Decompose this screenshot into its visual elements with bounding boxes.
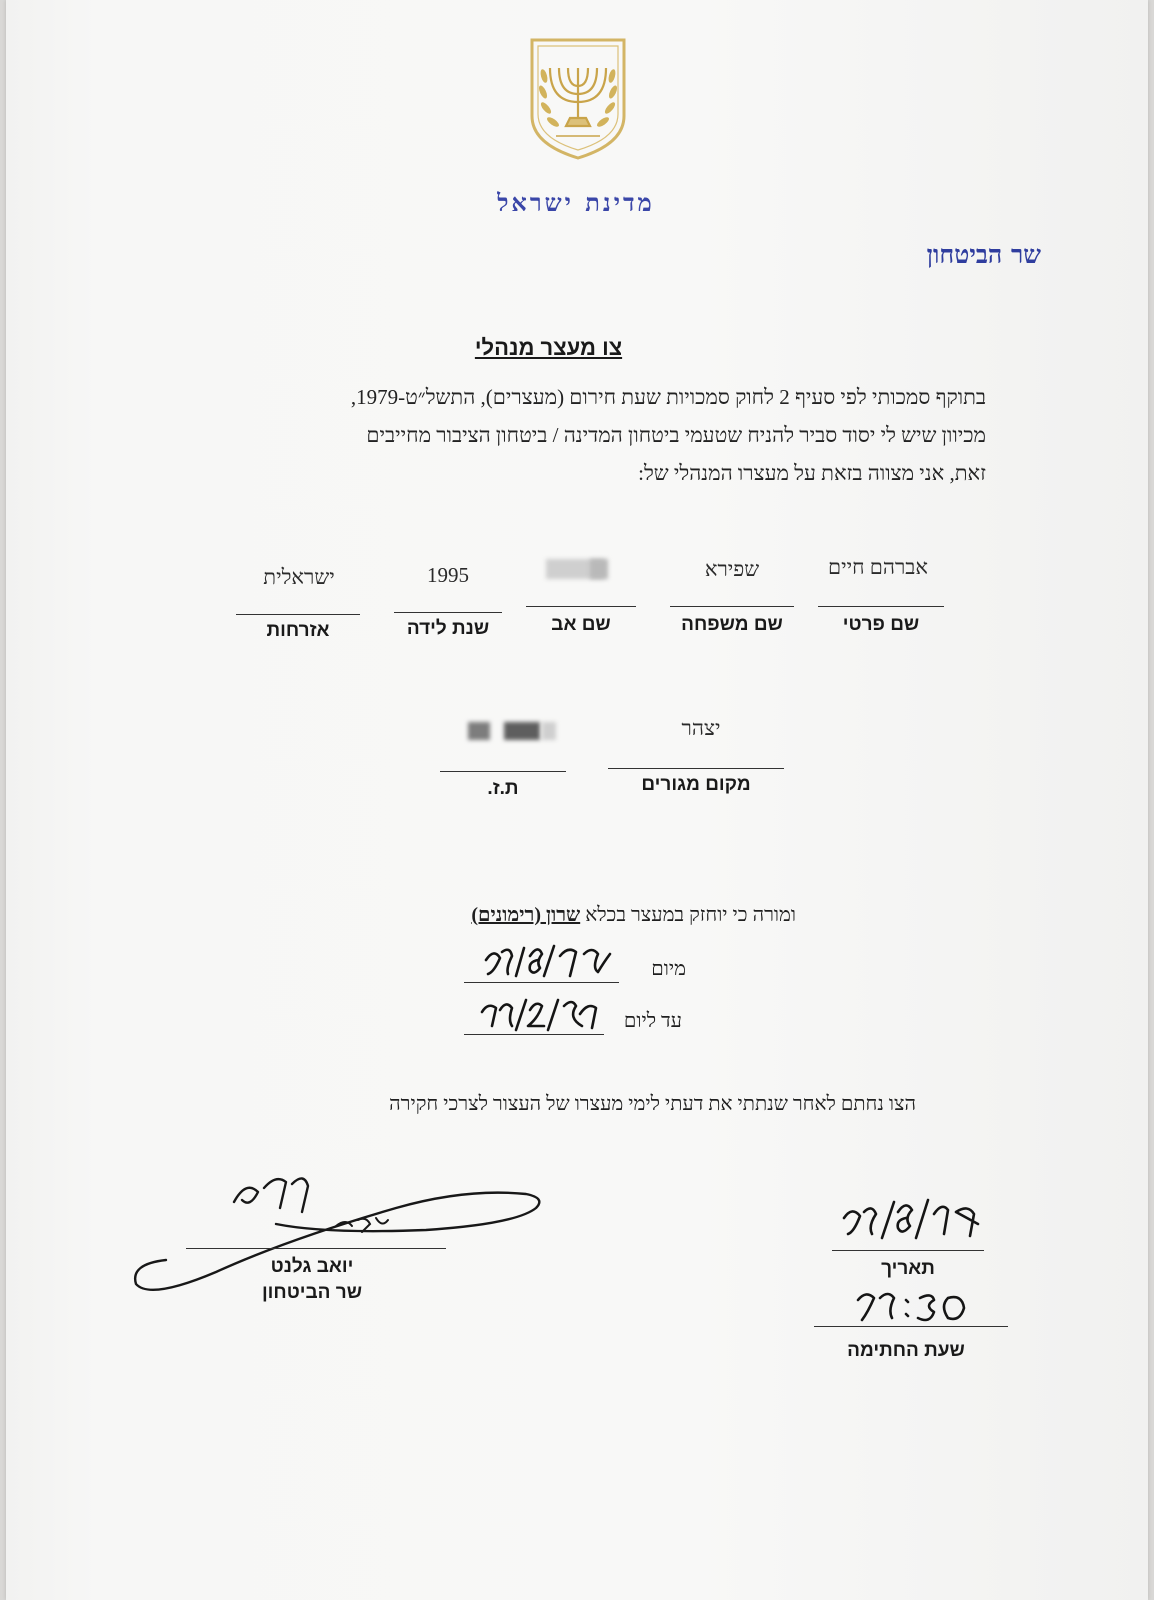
- father-name-label: שם אב: [551, 614, 611, 635]
- signatory-name: יואב גלנט: [270, 1256, 354, 1277]
- id-number-field: [446, 716, 566, 746]
- state-emblem-icon: [526, 36, 630, 160]
- citizenship-line: [236, 614, 360, 615]
- from-date-handwritten: [480, 942, 620, 982]
- signing-date-label: תאריך: [881, 1258, 935, 1279]
- citizenship-field: [238, 565, 360, 590]
- detention-facility-line: [326, 904, 796, 927]
- redaction-mark: [504, 722, 540, 740]
- ministry-name: שר הביטחון: [926, 240, 1041, 269]
- citizenship-value: ישראלית: [263, 565, 335, 589]
- body-line: מכיוון שיש לי יסוד סביר להניח שטעמי ביטחון המדינה / ביטחון הציבור מחייבים: [366, 423, 986, 447]
- first-name-line: [818, 606, 944, 607]
- redaction-mark: [590, 559, 608, 579]
- signing-time-line: [814, 1326, 1008, 1327]
- residence-label: מקום מגורים: [641, 774, 751, 795]
- residence-field: [626, 716, 776, 741]
- id-number-line: [440, 771, 566, 772]
- document-title: צו מעצר מנהלי: [474, 335, 623, 360]
- last-name-label: שם משפחה: [681, 614, 783, 635]
- last-name-value: שפירא: [704, 557, 760, 581]
- id-number-label: ת.ז.: [487, 778, 519, 799]
- first-name-label: שם פרטי: [842, 614, 920, 635]
- signature-line: [186, 1248, 446, 1249]
- signing-time-handwritten: [852, 1286, 972, 1330]
- from-date-label: מיום: [651, 958, 686, 980]
- until-date-label: עד ליום: [623, 1010, 682, 1032]
- detention-prefix: ומורה כי יוחזק במעצר בכלא: [585, 904, 796, 926]
- birth-year-line: [394, 612, 502, 613]
- body-line: בתוקף סמכותי לפי סעיף 2 לחוק סמכויות שעת חירום (מעצרים), התשל״ט-1979,: [350, 385, 986, 409]
- first-name-value: אברהם חיים: [827, 555, 929, 579]
- closing-statement: הצו נחתם לאחר שנתתי את דעתי לימי מעצרו של העצור לצרכי חקירה: [389, 1093, 916, 1115]
- father-name-field: [528, 555, 636, 585]
- from-date-line: [464, 982, 619, 983]
- order-body: [176, 378, 986, 492]
- signing-date-line: [832, 1250, 984, 1251]
- residence-value: יצהר: [681, 716, 721, 740]
- last-name-field: [671, 557, 793, 582]
- signatory-title: שר הביטחון: [261, 1282, 363, 1303]
- birth-year-field: [394, 563, 502, 588]
- first-name-field: [814, 555, 942, 580]
- citizenship-label: אזרחות: [266, 620, 330, 641]
- signing-date-handwritten: [838, 1196, 988, 1244]
- birth-year-label: שנת לידה: [406, 618, 490, 639]
- residence-line: [608, 768, 784, 769]
- state-name: מדינת ישראל: [497, 188, 655, 217]
- document-page: [6, 0, 1148, 1600]
- signing-time-label: שעת החתימה: [847, 1340, 965, 1361]
- last-name-line: [670, 606, 794, 607]
- redaction-mark: [468, 722, 490, 740]
- until-date-handwritten: [476, 996, 606, 1036]
- signature-handwritten: [126, 1168, 546, 1298]
- birth-year-value: 1995: [427, 563, 469, 587]
- body-line: זאת, אני מצווה בזאת על מעצרו המנהלי של:: [638, 461, 986, 485]
- detention-facility: שרון (רימונים): [471, 904, 581, 926]
- father-name-line: [526, 606, 636, 607]
- redaction-mark: [542, 722, 556, 740]
